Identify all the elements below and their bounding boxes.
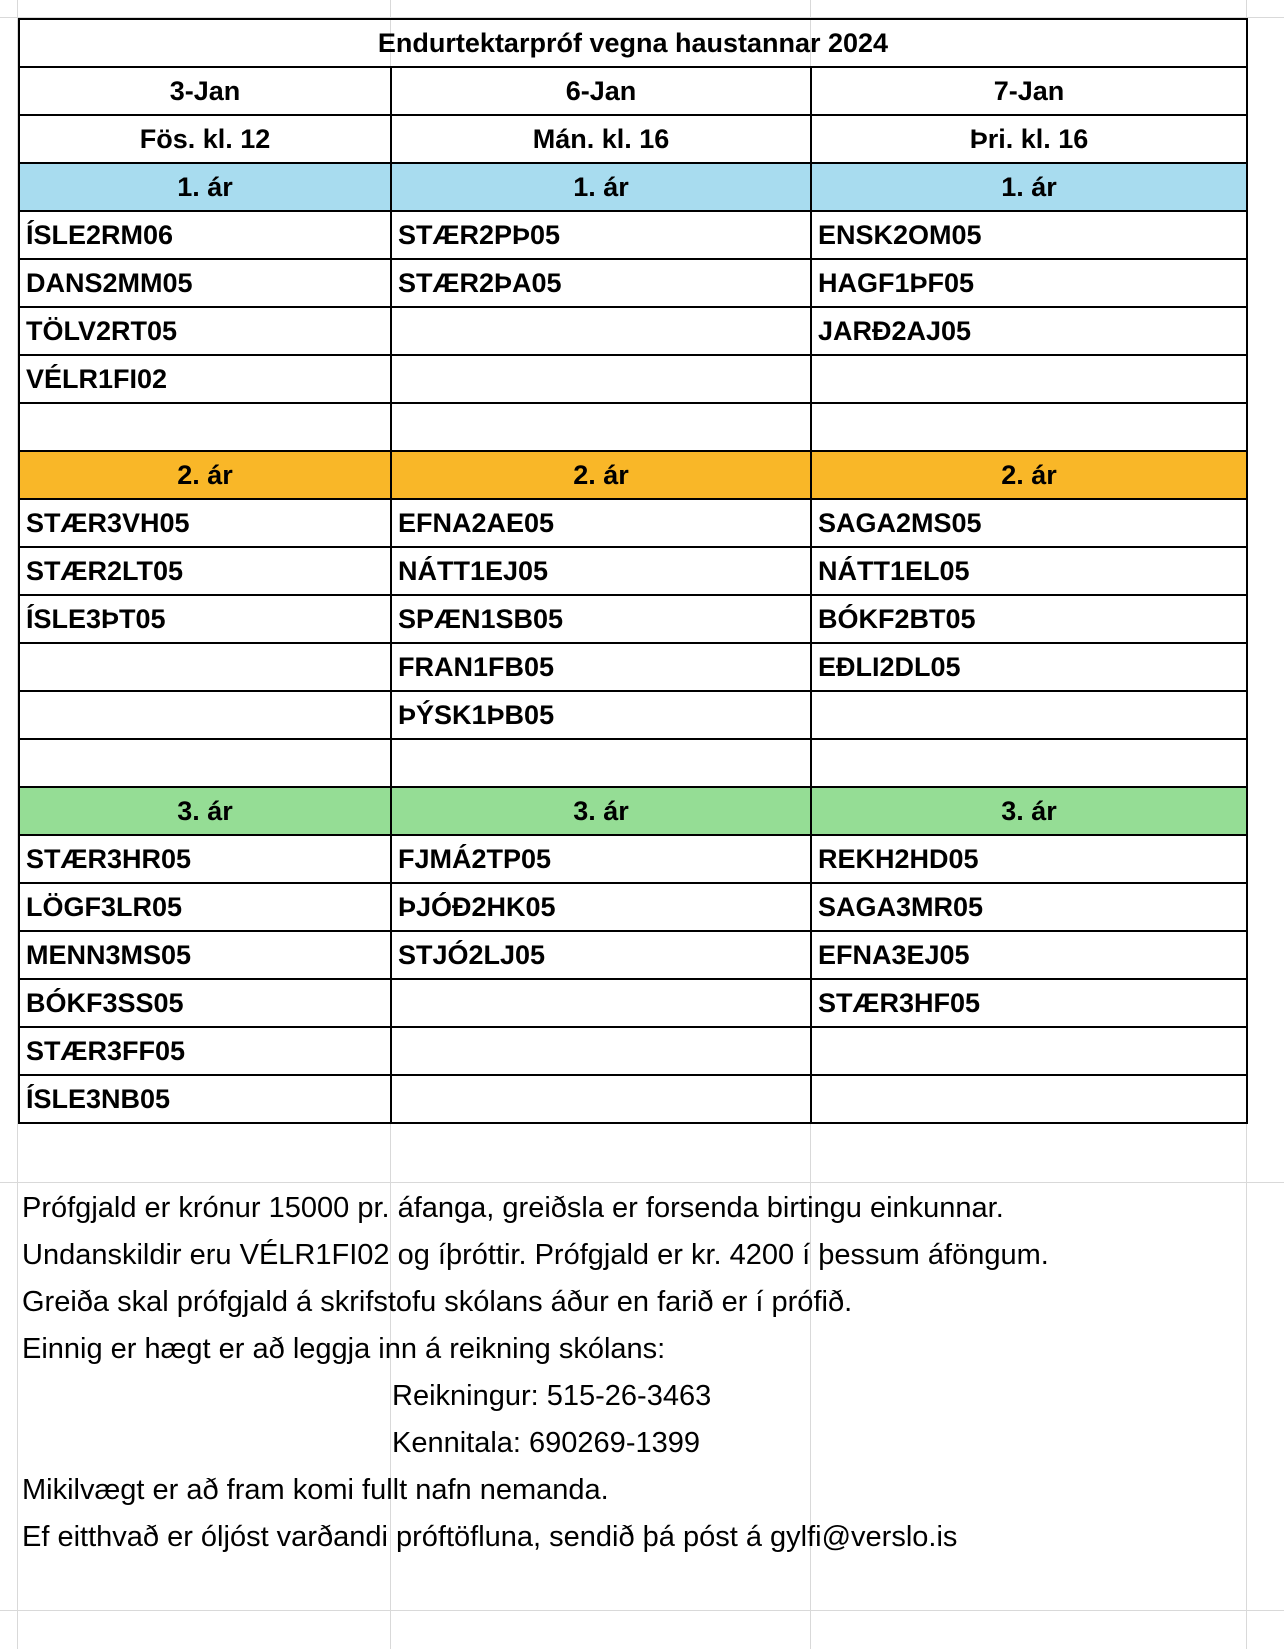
course-cell xyxy=(391,739,811,787)
exam-schedule-table xyxy=(18,18,1248,1124)
course-cell xyxy=(19,643,391,691)
course-cell xyxy=(811,739,1247,787)
year-header-row-2 xyxy=(19,451,1247,499)
course-cell: FRAN1FB05 xyxy=(391,643,811,691)
year-header-row-1 xyxy=(19,163,1247,211)
column-date-3: 7-Jan xyxy=(811,67,1247,115)
note-line: Undanskildir eru VÉLR1FI02 og íþróttir. Prófgjald er kr. 4200 í þessum áföngum. xyxy=(22,1239,1049,1271)
note-line-account-number: Reikningur: 515-26-3463 xyxy=(392,1380,712,1412)
course-cell: FJMÁ2TP05 xyxy=(391,835,811,883)
course-cell: DANS2MM05 xyxy=(19,259,391,307)
note-line: Einnig er hægt er að leggja inn á reikning skólans: xyxy=(22,1333,666,1365)
course-cell: ÍSLE2RM06 xyxy=(19,211,391,259)
note-line: Prófgjald er krónur 15000 pr. áfanga, greiðsla er forsenda birtingu einkunnar. xyxy=(22,1192,1004,1224)
course-cell: STÆR2LT05 xyxy=(19,547,391,595)
course-cell xyxy=(811,403,1247,451)
time-row xyxy=(19,115,1247,163)
course-cell: JARÐ2AJ05 xyxy=(811,307,1247,355)
course-cell: EFNA3EJ05 xyxy=(811,931,1247,979)
course-cell xyxy=(391,307,811,355)
course-cell: NÁTT1EJ05 xyxy=(391,547,811,595)
title-row xyxy=(19,19,1247,67)
column-time-1: Fös. kl. 12 xyxy=(19,115,391,163)
course-cell xyxy=(391,403,811,451)
course-cell: TÖLV2RT05 xyxy=(19,307,391,355)
table-row xyxy=(19,547,1247,595)
course-cell xyxy=(391,1027,811,1075)
course-cell: BÓKF2BT05 xyxy=(811,595,1247,643)
grid-hline xyxy=(0,1182,1284,1183)
course-cell: STÆR2PÞ05 xyxy=(391,211,811,259)
course-cell: SPÆN1SB05 xyxy=(391,595,811,643)
course-cell: STÆR3FF05 xyxy=(19,1027,391,1075)
course-cell xyxy=(811,691,1247,739)
table-row xyxy=(19,595,1247,643)
table-row xyxy=(19,355,1247,403)
course-cell: ÞJÓÐ2HK05 xyxy=(391,883,811,931)
table-row xyxy=(19,883,1247,931)
course-cell xyxy=(19,691,391,739)
year-header-row-3 xyxy=(19,787,1247,835)
course-cell: ÍSLE3ÞT05 xyxy=(19,595,391,643)
table-row xyxy=(19,259,1247,307)
course-cell: NÁTT1EL05 xyxy=(811,547,1247,595)
course-cell: MENN3MS05 xyxy=(19,931,391,979)
table-row-empty xyxy=(19,739,1247,787)
course-cell xyxy=(391,355,811,403)
column-time-2: Mán. kl. 16 xyxy=(391,115,811,163)
table-row xyxy=(19,979,1247,1027)
note-line: Greiða skal prófgjald á skrifstofu skólans áður en farið er í prófið. xyxy=(22,1286,853,1318)
year-label-3-col1: 3. ár xyxy=(19,787,391,835)
course-cell xyxy=(391,979,811,1027)
course-cell: REKH2HD05 xyxy=(811,835,1247,883)
table-row xyxy=(19,643,1247,691)
note-line-kennitala: Kennitala: 690269-1399 xyxy=(392,1427,700,1459)
table-row xyxy=(19,1027,1247,1075)
course-cell xyxy=(391,1075,811,1123)
column-date-2: 6-Jan xyxy=(391,67,811,115)
course-cell: ENSK2OM05 xyxy=(811,211,1247,259)
notes-section xyxy=(22,1185,1272,1561)
year-label-3-col3: 3. ár xyxy=(811,787,1247,835)
course-cell: EÐLI2DL05 xyxy=(811,643,1247,691)
course-cell: SAGA3MR05 xyxy=(811,883,1247,931)
year-label-1-col2: 1. ár xyxy=(391,163,811,211)
course-cell: ÍSLE3NB05 xyxy=(19,1075,391,1123)
table-row xyxy=(19,1075,1247,1123)
year-label-1-col1: 1. ár xyxy=(19,163,391,211)
year-label-2-col1: 2. ár xyxy=(19,451,391,499)
date-row xyxy=(19,67,1247,115)
table-row xyxy=(19,835,1247,883)
course-cell xyxy=(19,739,391,787)
table-row xyxy=(19,307,1247,355)
column-date-1: 3-Jan xyxy=(19,67,391,115)
course-cell: ÞÝSK1ÞB05 xyxy=(391,691,811,739)
course-cell: STJÓ2LJ05 xyxy=(391,931,811,979)
year-label-1-col3: 1. ár xyxy=(811,163,1247,211)
table-row-empty xyxy=(19,403,1247,451)
note-line: Mikilvægt er að fram komi fullt nafn nemanda. xyxy=(22,1474,609,1506)
course-cell: STÆR3VH05 xyxy=(19,499,391,547)
page-title: Endurtektarpróf vegna haustannar 2024 xyxy=(19,19,1247,67)
year-label-3-col2: 3. ár xyxy=(391,787,811,835)
exam-table-body xyxy=(19,19,1247,1123)
course-cell: BÓKF3SS05 xyxy=(19,979,391,1027)
year-label-2-col2: 2. ár xyxy=(391,451,811,499)
course-cell xyxy=(811,1027,1247,1075)
course-cell: HAGF1ÞF05 xyxy=(811,259,1247,307)
course-cell xyxy=(811,1075,1247,1123)
table-row xyxy=(19,931,1247,979)
column-time-3: Þri. kl. 16 xyxy=(811,115,1247,163)
course-cell: EFNA2AE05 xyxy=(391,499,811,547)
course-cell xyxy=(811,355,1247,403)
table-row xyxy=(19,499,1247,547)
course-cell: VÉLR1FI02 xyxy=(19,355,391,403)
year-label-2-col3: 2. ár xyxy=(811,451,1247,499)
course-cell: LÖGF3LR05 xyxy=(19,883,391,931)
course-cell: STÆR3HR05 xyxy=(19,835,391,883)
table-row xyxy=(19,691,1247,739)
course-cell: SAGA2MS05 xyxy=(811,499,1247,547)
grid-hline xyxy=(0,1610,1284,1611)
table-row xyxy=(19,211,1247,259)
course-cell: STÆR3HF05 xyxy=(811,979,1247,1027)
course-cell: STÆR2ÞA05 xyxy=(391,259,811,307)
note-line-contact-email: Ef eitthvað er óljóst varðandi próftöfluna, sendið þá póst á gylfi@verslo.is xyxy=(22,1521,958,1553)
course-cell xyxy=(19,403,391,451)
